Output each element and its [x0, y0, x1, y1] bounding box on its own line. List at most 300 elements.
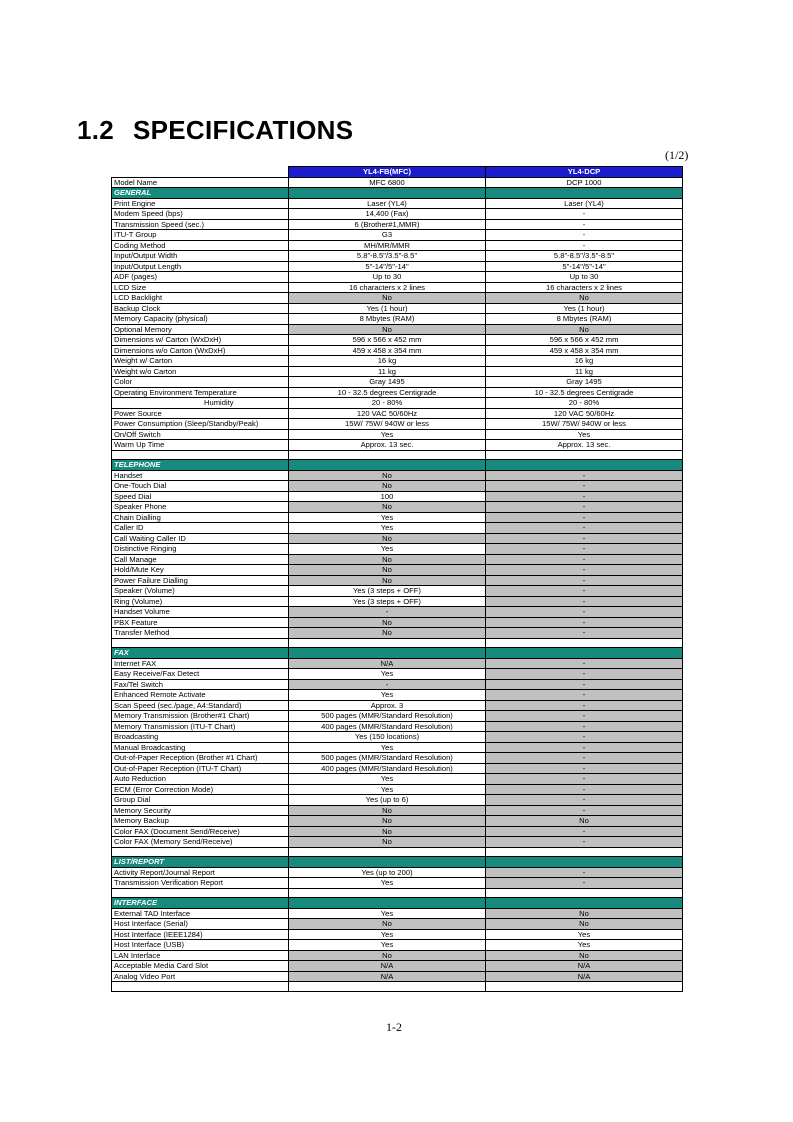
- spec-value-mfc: MH/MR/MMR: [289, 240, 486, 251]
- spec-label: Analog Video Port: [112, 971, 289, 982]
- spec-value-mfc: No: [289, 628, 486, 639]
- spec-row: [112, 272, 683, 283]
- spec-value-mfc: No: [289, 919, 486, 930]
- spec-value-dcp: No: [486, 908, 683, 919]
- spec-row: [112, 282, 683, 293]
- spec-value-mfc: No: [289, 502, 486, 513]
- spec-value-mfc: No: [289, 554, 486, 565]
- spec-value-dcp: -: [486, 700, 683, 711]
- spec-label: Memory Security: [112, 805, 289, 816]
- spec-row: [112, 596, 683, 607]
- spec-label: On/Off Switch: [112, 429, 289, 440]
- spec-label: Transmission Speed (sec.): [112, 219, 289, 230]
- spec-value-dcp: -: [486, 878, 683, 889]
- spec-value-dcp: -: [486, 209, 683, 220]
- spacer-cell: [289, 638, 486, 648]
- spacer-cell: [289, 450, 486, 460]
- spec-label: Transmission Verification Report: [112, 878, 289, 889]
- spec-value-dcp: 16 characters x 2 lines: [486, 282, 683, 293]
- spec-value-dcp: 120 VAC 50/60Hz: [486, 408, 683, 419]
- spec-row: [112, 502, 683, 513]
- spec-row: [112, 940, 683, 951]
- spec-value-mfc: No: [289, 575, 486, 586]
- spec-label: Transfer Method: [112, 628, 289, 639]
- spacer-row: [112, 450, 683, 460]
- spec-label: Handset Volume: [112, 607, 289, 618]
- spec-row: [112, 523, 683, 534]
- spec-value-dcp: No: [486, 324, 683, 335]
- spec-row: [112, 908, 683, 919]
- spec-value-mfc: No: [289, 826, 486, 837]
- spec-value-mfc: Yes (1 hour): [289, 303, 486, 314]
- spec-label: Color FAX (Document Send/Receive): [112, 826, 289, 837]
- spec-value-mfc: No: [289, 470, 486, 481]
- spec-row: [112, 837, 683, 848]
- spec-value-dcp: 5"-14"/5"-14": [486, 261, 683, 272]
- spec-value-mfc: No: [289, 950, 486, 961]
- spec-value-mfc: 14,400 (Fax): [289, 209, 486, 220]
- spec-label: Color: [112, 377, 289, 388]
- spec-label: Model Name: [112, 177, 289, 188]
- spec-value-dcp: No: [486, 919, 683, 930]
- spec-value-dcp: 596 x 566 x 452 mm: [486, 335, 683, 346]
- spec-value-mfc: 11 kg: [289, 366, 486, 377]
- spec-value-mfc: 500 pages (MMR/Standard Resolution): [289, 711, 486, 722]
- spec-value-dcp: -: [486, 565, 683, 576]
- spec-row: [112, 867, 683, 878]
- spec-label: Scan Speed (sec./page, A4:Standard): [112, 700, 289, 711]
- spec-label: Color FAX (Memory Send/Receive): [112, 837, 289, 848]
- spec-row: [112, 742, 683, 753]
- spacer-cell: [486, 888, 683, 898]
- section-title: SPECIFICATIONS: [133, 115, 354, 145]
- model-header-dcp: YL4-DCP: [486, 167, 683, 178]
- section-header-label: GENERAL: [112, 188, 289, 199]
- spec-value-dcp: -: [486, 742, 683, 753]
- spec-value-mfc: 5.8"-8.5"/3.5"-8.5": [289, 251, 486, 262]
- spacer-cell: [112, 888, 289, 898]
- spec-label: Internet FAX: [112, 658, 289, 669]
- spec-value-mfc: 8 Mbytes (RAM): [289, 314, 486, 325]
- spec-value-dcp: -: [486, 774, 683, 785]
- spacer-cell: [486, 982, 683, 992]
- spec-label: Out-of-Paper Reception (Brother #1 Chart): [112, 753, 289, 764]
- spec-value-mfc: 10 - 32.5 degrees Centigrade: [289, 387, 486, 398]
- spacer-cell: [112, 638, 289, 648]
- spec-label: Caller ID: [112, 523, 289, 534]
- spec-value-mfc: 100: [289, 491, 486, 502]
- spec-label: One-Touch Dial: [112, 481, 289, 492]
- spec-value-dcp: Up to 30: [486, 272, 683, 283]
- spec-value-dcp: -: [486, 658, 683, 669]
- spec-value-dcp: Gray 1495: [486, 377, 683, 388]
- spec-value-mfc: 16 kg: [289, 356, 486, 367]
- spec-label: Out-of-Paper Reception (ITU-T Chart): [112, 763, 289, 774]
- spec-row: [112, 387, 683, 398]
- section-header-row: [112, 857, 683, 868]
- spec-value-mfc: 500 pages (MMR/Standard Resolution): [289, 753, 486, 764]
- spec-value-dcp: -: [486, 554, 683, 565]
- spec-value-dcp: -: [486, 669, 683, 680]
- page-title: [77, 115, 353, 146]
- spec-row: [112, 784, 683, 795]
- spec-value-dcp: DCP 1000: [486, 177, 683, 188]
- spec-value-mfc: 15W/ 75W/ 940W or less: [289, 419, 486, 430]
- spec-value-dcp: -: [486, 837, 683, 848]
- spacer-cell: [289, 982, 486, 992]
- spec-value-mfc: Up to 30: [289, 272, 486, 283]
- spec-value-dcp: -: [486, 240, 683, 251]
- spec-row: [112, 512, 683, 523]
- spec-value-dcp: -: [486, 607, 683, 618]
- spec-value-mfc: Yes (up to 6): [289, 795, 486, 806]
- spec-value-mfc: MFC 6800: [289, 177, 486, 188]
- page-number: 1-2: [386, 1020, 402, 1034]
- spec-label: Input/Output Length: [112, 261, 289, 272]
- spec-row: [112, 314, 683, 325]
- spacer-cell: [486, 847, 683, 857]
- spec-value-mfc: 459 x 458 x 354 mm: [289, 345, 486, 356]
- spec-row: [112, 491, 683, 502]
- spec-label: Coding Method: [112, 240, 289, 251]
- spec-value-dcp: Laser (YL4): [486, 198, 683, 209]
- spec-value-mfc: 16 characters x 2 lines: [289, 282, 486, 293]
- spec-row: [112, 805, 683, 816]
- spec-value-mfc: Yes: [289, 940, 486, 951]
- model-header-row: [112, 167, 683, 178]
- spec-value-dcp: N/A: [486, 971, 683, 982]
- spec-value-mfc: No: [289, 837, 486, 848]
- spec-value-dcp: 8 Mbytes (RAM): [486, 314, 683, 325]
- spec-label: Host Interface (IEEE1284): [112, 929, 289, 940]
- spec-value-dcp: -: [486, 512, 683, 523]
- spec-label: Optional Memory: [112, 324, 289, 335]
- section-header-row: [112, 898, 683, 909]
- spec-value-mfc: No: [289, 324, 486, 335]
- spec-label: Hold/Mute Key: [112, 565, 289, 576]
- spec-row: [112, 240, 683, 251]
- section-header-label: LIST/REPORT: [112, 857, 289, 868]
- spec-row: [112, 919, 683, 930]
- spec-label: Weight w/o Carton: [112, 366, 289, 377]
- spec-row: [112, 628, 683, 639]
- spec-value-dcp: 15W/ 75W/ 940W or less: [486, 419, 683, 430]
- spec-value-mfc: N/A: [289, 971, 486, 982]
- section-header-row: [112, 648, 683, 659]
- spec-row: [112, 753, 683, 764]
- spec-row: [112, 971, 683, 982]
- spacer-cell: [112, 982, 289, 992]
- section-number: 1.2: [77, 115, 115, 145]
- spec-row: [112, 929, 683, 940]
- spacer-cell: [486, 638, 683, 648]
- spec-value-mfc: No: [289, 816, 486, 827]
- spec-row: [112, 345, 683, 356]
- page-indicator: (1/2): [665, 148, 689, 162]
- spec-row: [112, 356, 683, 367]
- spec-label: Operating Environment Temperature: [112, 387, 289, 398]
- section-header-fill: [289, 460, 486, 471]
- spec-label: Modem Speed (bps): [112, 209, 289, 220]
- spec-value-dcp: Yes: [486, 429, 683, 440]
- spec-row: [112, 293, 683, 304]
- section-header-fill: [289, 188, 486, 199]
- spec-value-dcp: -: [486, 867, 683, 878]
- spec-label: ADF (pages): [112, 272, 289, 283]
- spec-row: [112, 774, 683, 785]
- spec-value-dcp: -: [486, 763, 683, 774]
- spec-label: Warm Up Time: [112, 440, 289, 451]
- spec-row: [112, 209, 683, 220]
- spec-row: [112, 878, 683, 889]
- spacer-cell: [486, 450, 683, 460]
- spec-row: [112, 544, 683, 555]
- spec-label: LAN Interface: [112, 950, 289, 961]
- spec-row: [112, 470, 683, 481]
- spec-value-dcp: -: [486, 544, 683, 555]
- spec-row: [112, 324, 683, 335]
- spec-row: [112, 826, 683, 837]
- spec-value-mfc: Yes: [289, 544, 486, 555]
- section-header-label: FAX: [112, 648, 289, 659]
- spec-value-mfc: Yes (3 steps + OFF): [289, 586, 486, 597]
- spec-row: [112, 669, 683, 680]
- spec-value-dcp: 20 - 80%: [486, 398, 683, 409]
- spec-label: Memory Backup: [112, 816, 289, 827]
- spec-value-dcp: 10 - 32.5 degrees Centigrade: [486, 387, 683, 398]
- spec-value-dcp: -: [486, 502, 683, 513]
- spec-label: Fax/Tel Switch: [112, 679, 289, 690]
- section-header-fill: [486, 460, 683, 471]
- spec-row: [112, 721, 683, 732]
- spec-label: Chain Dialling: [112, 512, 289, 523]
- spec-value-mfc: Yes (up to 200): [289, 867, 486, 878]
- spec-value-mfc: Yes (150 locations): [289, 732, 486, 743]
- spec-row: [112, 408, 683, 419]
- spec-value-dcp: -: [486, 470, 683, 481]
- spec-row: [112, 816, 683, 827]
- header-blank-cell: [112, 167, 289, 178]
- spec-label: Speed Dial: [112, 491, 289, 502]
- spec-row: [112, 554, 683, 565]
- spec-value-dcp: -: [486, 826, 683, 837]
- spec-label: Speaker (Volume): [112, 586, 289, 597]
- spec-row: [112, 700, 683, 711]
- section-header-fill: [289, 648, 486, 659]
- spec-value-mfc: Yes: [289, 774, 486, 785]
- spec-value-mfc: Yes: [289, 512, 486, 523]
- model-header-mfc: YL4-FB(MFC): [289, 167, 486, 178]
- spec-value-mfc: No: [289, 481, 486, 492]
- spec-row: [112, 303, 683, 314]
- spec-label: Power Consumption (Sleep/Standby/Peak): [112, 419, 289, 430]
- spec-label: Activity Report/Journal Report: [112, 867, 289, 878]
- spec-row: [112, 398, 683, 409]
- section-header-fill: [289, 898, 486, 909]
- spec-value-mfc: No: [289, 565, 486, 576]
- spec-value-mfc: 120 VAC 50/60Hz: [289, 408, 486, 419]
- spec-value-mfc: No: [289, 617, 486, 628]
- spec-label: Group Dial: [112, 795, 289, 806]
- spec-label: Host Interface (USB): [112, 940, 289, 951]
- spec-value-mfc: Yes (3 steps + OFF): [289, 596, 486, 607]
- spec-value-dcp: No: [486, 816, 683, 827]
- spec-row: [112, 575, 683, 586]
- spec-label: Power Failure Dialling: [112, 575, 289, 586]
- spec-value-mfc: 6 (Brother#1,MMR): [289, 219, 486, 230]
- spec-value-dcp: -: [486, 219, 683, 230]
- spec-row: [112, 795, 683, 806]
- spec-label: Backup Clock: [112, 303, 289, 314]
- spec-label: Memory Transmission (Brother#1 Chart): [112, 711, 289, 722]
- spec-label: Power Source: [112, 408, 289, 419]
- spec-label: Enhanced Remote Activate: [112, 690, 289, 701]
- spec-value-mfc: G3: [289, 230, 486, 241]
- spec-row: [112, 961, 683, 972]
- section-header-fill: [289, 857, 486, 868]
- spec-label: Call Waiting Caller ID: [112, 533, 289, 544]
- spec-value-dcp: Yes: [486, 940, 683, 951]
- spec-table-body: [112, 177, 683, 991]
- spec-value-mfc: -: [289, 679, 486, 690]
- spec-value-dcp: -: [486, 721, 683, 732]
- spec-value-dcp: -: [486, 732, 683, 743]
- spec-value-dcp: -: [486, 491, 683, 502]
- spec-value-mfc: Yes: [289, 742, 486, 753]
- spec-value-mfc: Yes: [289, 690, 486, 701]
- spec-value-mfc: Approx. 13 sec.: [289, 440, 486, 451]
- spec-value-mfc: No: [289, 293, 486, 304]
- spec-label: ITU-T Group: [112, 230, 289, 241]
- spacer-cell: [112, 450, 289, 460]
- spec-value-dcp: -: [486, 586, 683, 597]
- spec-value-dcp: -: [486, 617, 683, 628]
- spec-row: [112, 763, 683, 774]
- spec-value-dcp: -: [486, 230, 683, 241]
- spec-value-dcp: N/A: [486, 961, 683, 972]
- spec-value-dcp: -: [486, 679, 683, 690]
- spec-label: Auto Reduction: [112, 774, 289, 785]
- spec-row: [112, 950, 683, 961]
- spec-label: Broadcasting: [112, 732, 289, 743]
- spec-label: Easy Receive/Fax Detect: [112, 669, 289, 680]
- spec-label: LCD Size: [112, 282, 289, 293]
- spec-value-dcp: -: [486, 523, 683, 534]
- spec-value-dcp: -: [486, 628, 683, 639]
- spec-value-mfc: No: [289, 533, 486, 544]
- spec-row: [112, 377, 683, 388]
- spec-value-dcp: -: [486, 795, 683, 806]
- spec-label: Call Manage: [112, 554, 289, 565]
- spec-label: Host Interface (Serial): [112, 919, 289, 930]
- spec-value-dcp: -: [486, 575, 683, 586]
- section-header-fill: [486, 857, 683, 868]
- spec-value-mfc: 20 - 80%: [289, 398, 486, 409]
- spec-value-mfc: 400 pages (MMR/Standard Resolution): [289, 721, 486, 732]
- spacer-row: [112, 888, 683, 898]
- spec-label: Dimensions w/ Carton (WxDxH): [112, 335, 289, 346]
- spec-label: Print Engine: [112, 198, 289, 209]
- spec-value-mfc: Laser (YL4): [289, 198, 486, 209]
- spec-row: [112, 429, 683, 440]
- spec-row: [112, 690, 683, 701]
- spec-value-mfc: 596 x 566 x 452 mm: [289, 335, 486, 346]
- spec-label: Input/Output Width: [112, 251, 289, 262]
- spec-row: [112, 658, 683, 669]
- spec-label: Handset: [112, 470, 289, 481]
- spec-value-dcp: Yes (1 hour): [486, 303, 683, 314]
- spec-value-mfc: 400 pages (MMR/Standard Resolution): [289, 763, 486, 774]
- spec-row: [112, 440, 683, 451]
- spec-value-dcp: -: [486, 533, 683, 544]
- spec-row: [112, 732, 683, 743]
- spec-value-mfc: Yes: [289, 429, 486, 440]
- spec-value-mfc: Yes: [289, 523, 486, 534]
- spec-row: [112, 533, 683, 544]
- section-header-label: TELEPHONE: [112, 460, 289, 471]
- section-header-label: INTERFACE: [112, 898, 289, 909]
- spec-label: PBX Feature: [112, 617, 289, 628]
- spec-label: Humidity: [112, 398, 289, 409]
- spec-value-mfc: No: [289, 805, 486, 816]
- spec-row: [112, 679, 683, 690]
- spec-value-mfc: Yes: [289, 929, 486, 940]
- spec-label: External TAD Interface: [112, 908, 289, 919]
- spec-value-mfc: -: [289, 607, 486, 618]
- spec-value-mfc: Gray 1495: [289, 377, 486, 388]
- spec-label: LCD Backlight: [112, 293, 289, 304]
- spec-row: [112, 607, 683, 618]
- spacer-cell: [112, 847, 289, 857]
- section-header-row: [112, 460, 683, 471]
- spec-value-dcp: 5.8"-8.5"/3.5"-8.5": [486, 251, 683, 262]
- spec-value-mfc: N/A: [289, 658, 486, 669]
- spec-value-dcp: 11 kg: [486, 366, 683, 377]
- section-header-fill: [486, 898, 683, 909]
- spec-label: Weight w/ Carton: [112, 356, 289, 367]
- spec-row: [112, 198, 683, 209]
- spec-value-dcp: -: [486, 753, 683, 764]
- spec-value-dcp: -: [486, 805, 683, 816]
- spacer-cell: [289, 888, 486, 898]
- spec-value-dcp: Yes: [486, 929, 683, 940]
- spec-label: Dimensions w/o Carton (WxDxH): [112, 345, 289, 356]
- spec-row: [112, 617, 683, 628]
- spec-value-dcp: -: [486, 690, 683, 701]
- spec-value-mfc: Yes: [289, 669, 486, 680]
- spacer-cell: [289, 847, 486, 857]
- spec-row: [112, 586, 683, 597]
- spec-value-dcp: 16 kg: [486, 356, 683, 367]
- spec-label: Distinctive Ringing: [112, 544, 289, 555]
- spec-value-dcp: -: [486, 481, 683, 492]
- spec-value-mfc: Yes: [289, 878, 486, 889]
- spec-value-mfc: 5"-14"/5"-14": [289, 261, 486, 272]
- spec-label: Memory Capacity (physical): [112, 314, 289, 325]
- spec-value-mfc: Approx. 3: [289, 700, 486, 711]
- spec-row: [112, 219, 683, 230]
- spec-value-dcp: 459 x 458 x 354 mm: [486, 345, 683, 356]
- spec-row: [112, 335, 683, 346]
- spec-row: [112, 481, 683, 492]
- spec-row: [112, 230, 683, 241]
- spec-row: [112, 251, 683, 262]
- spec-label: Ring (Volume): [112, 596, 289, 607]
- spec-value-dcp: -: [486, 784, 683, 795]
- spec-label: ECM (Error Correction Mode): [112, 784, 289, 795]
- spec-row: [112, 261, 683, 272]
- spec-label: Manual Broadcasting: [112, 742, 289, 753]
